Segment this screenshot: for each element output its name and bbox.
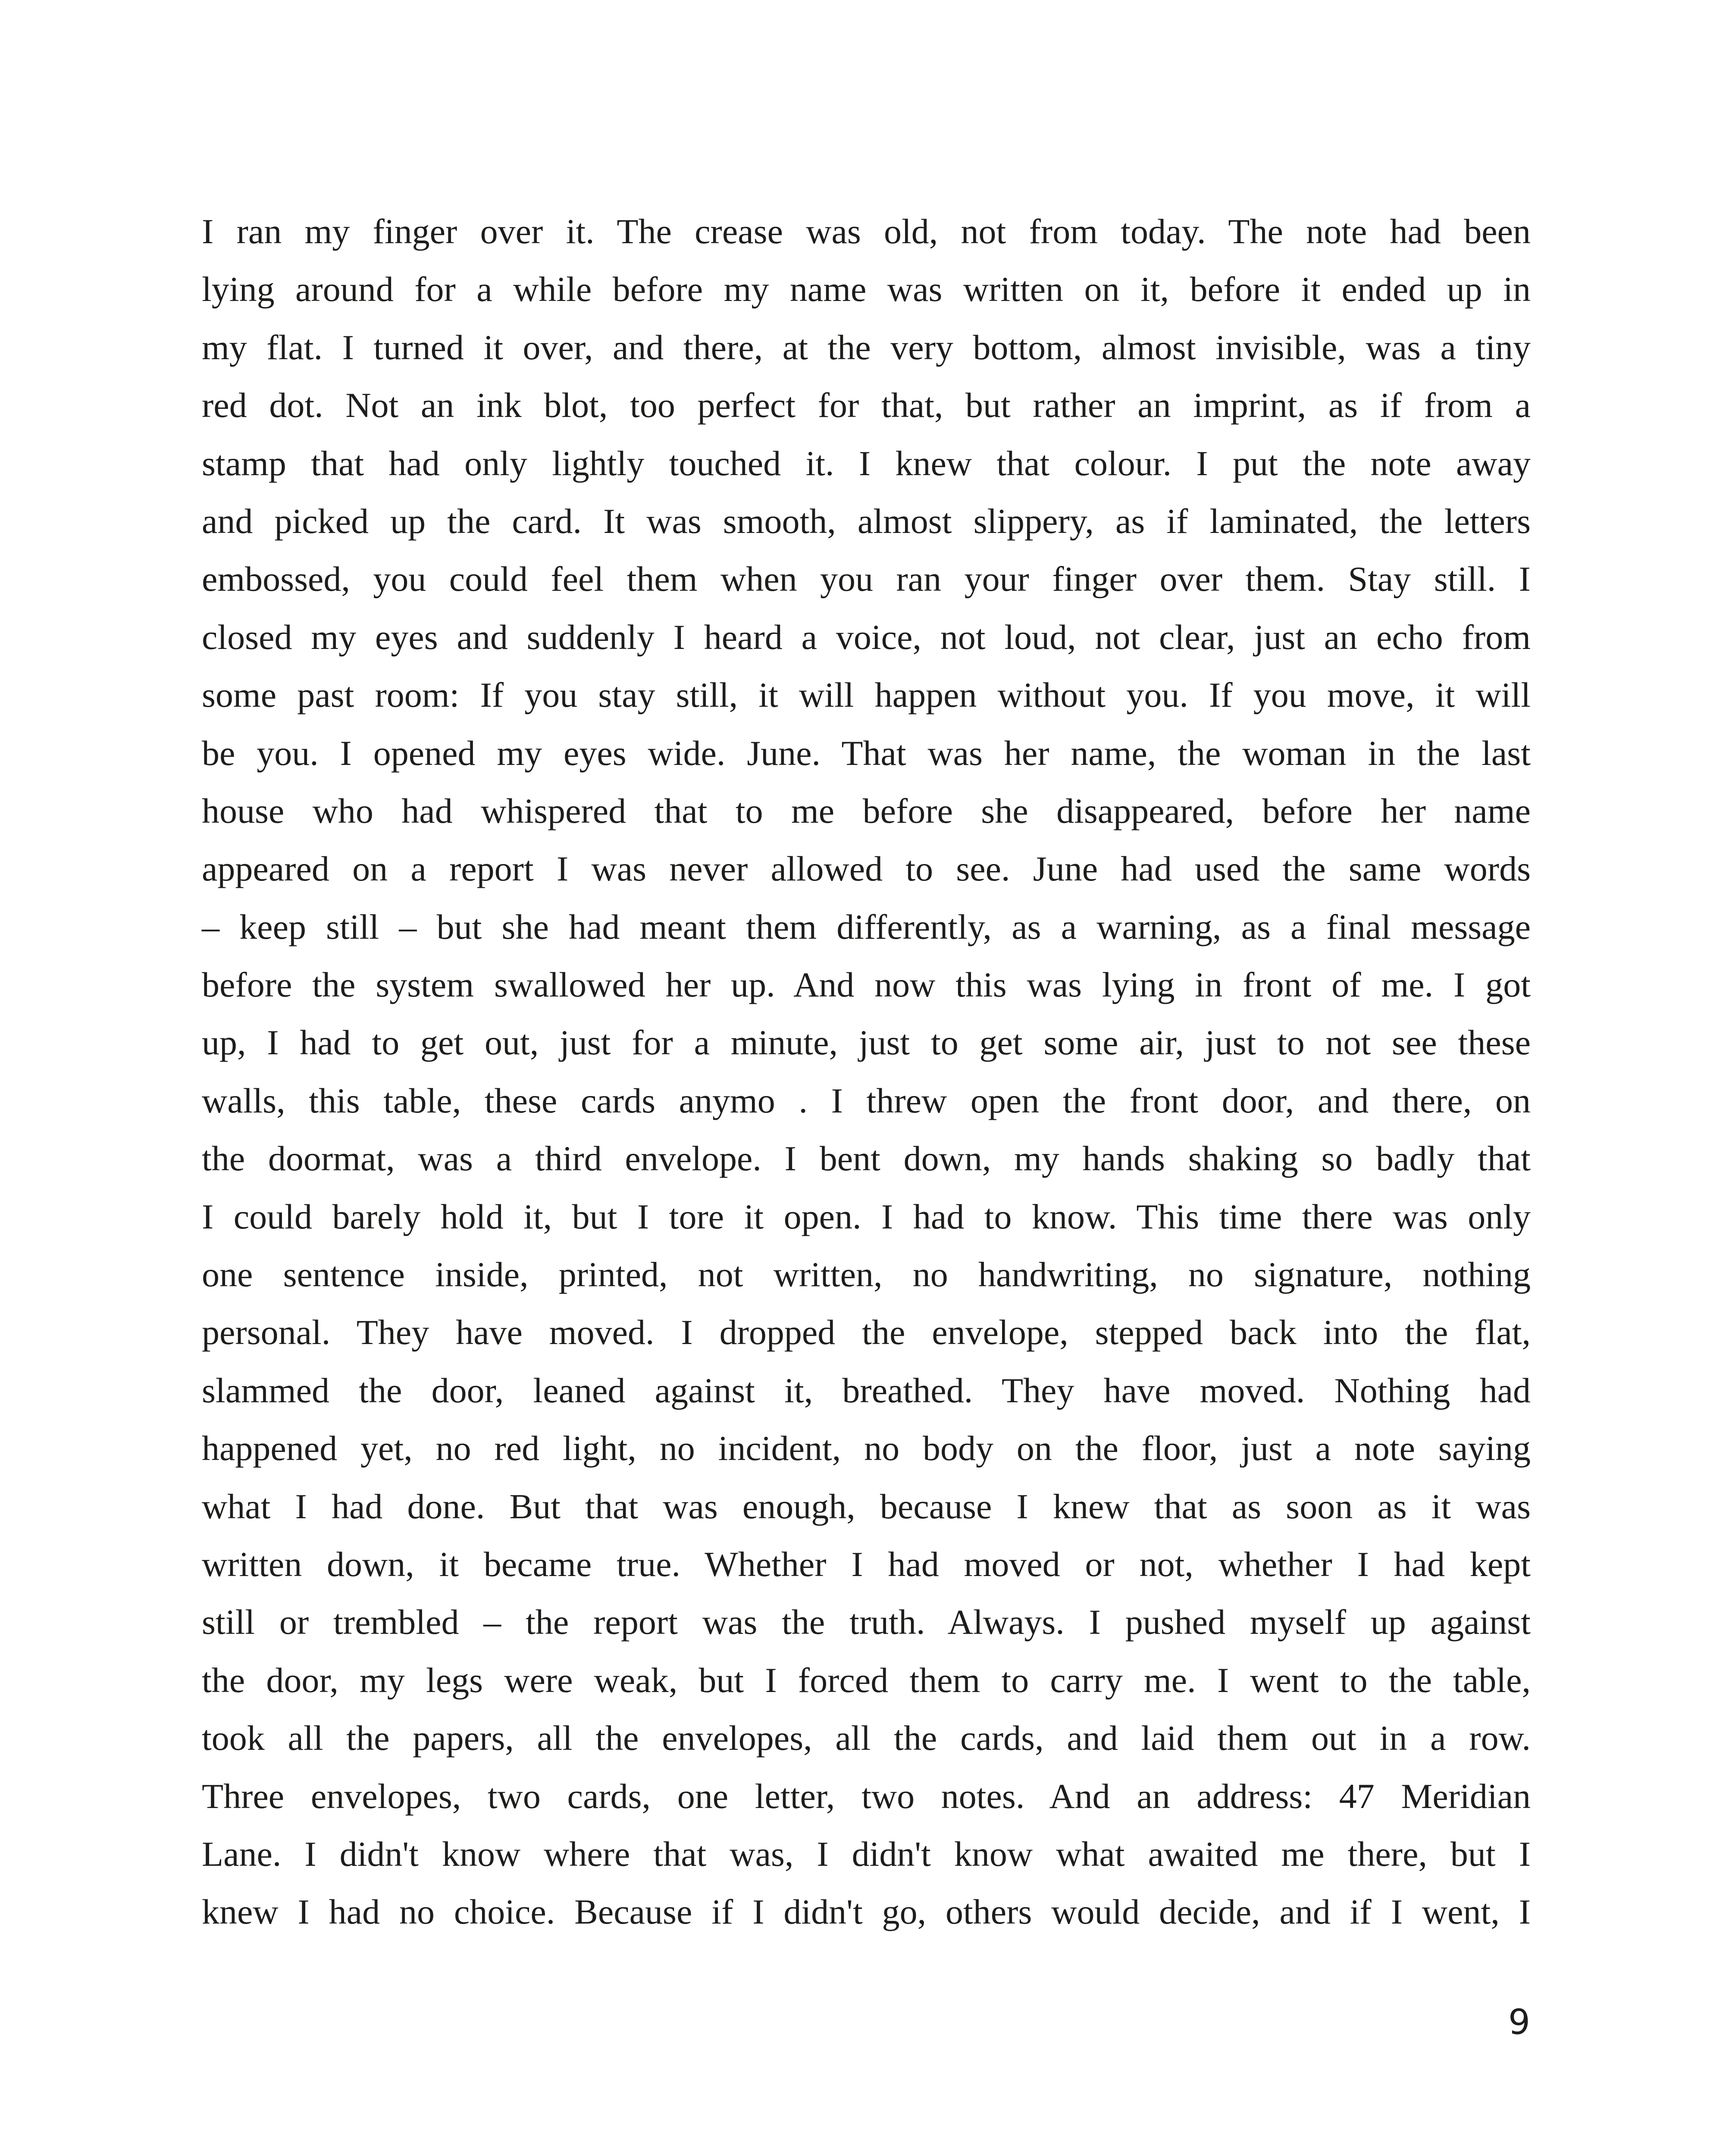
text-line: up, I had to get out, just for a minute, just to get some air, just to not see these — [202, 1023, 1531, 1062]
text-line: be you. I opened my eyes wide. June. That was her name, the woman in the last — [202, 733, 1531, 773]
text-line: Lane. I didn't know where that was, I didn't know what awaited me there, but I — [202, 1834, 1531, 1874]
text-line: house who had whispered that to me before she disappeared, before her name — [202, 791, 1531, 830]
body-text — [202, 203, 1531, 1941]
text-line: knew I had no choice. Because if I didn't go, others would decide, and if I went, I — [202, 1892, 1531, 1932]
page-number: 9 — [1508, 2002, 1530, 2042]
text-line: I ran my finger over it. The crease was old, not from today. The note had been — [202, 212, 1531, 251]
text-line: took all the papers, all the envelopes, all the cards, and laid them out in a row. — [202, 1718, 1531, 1758]
text-line: and picked up the card. It was smooth, almost slippery, as if laminated, the letters — [202, 501, 1531, 541]
text-line: I could barely hold it, but I tore it open. I had to know. This time there was only — [202, 1197, 1531, 1236]
text-line: red dot. Not an ink blot, too perfect for that, but rather an imprint, as if from a — [202, 385, 1531, 425]
text-line: one sentence inside, printed, not written, no handwriting, no signature, nothing — [202, 1255, 1531, 1294]
text-line: still or trembled – the report was the truth. Always. I pushed myself up against — [202, 1602, 1531, 1642]
text-line: my flat. I turned it over, and there, at the very bottom, almost invisible, was a tiny — [202, 327, 1531, 367]
text-line: Three envelopes, two cards, one letter, two notes. And an address: 47 Meridian — [202, 1776, 1531, 1816]
text-line: stamp that had only lightly touched it. I knew that colour. I put the note away — [202, 443, 1531, 483]
text-line: the door, my legs were weak, but I forced them to carry me. I went to the table, — [202, 1660, 1531, 1700]
text-line: – keep still – but she had meant them differently, as a warning, as a final message — [202, 907, 1531, 946]
text-line: personal. They have moved. I dropped the envelope, stepped back into the flat, — [202, 1313, 1531, 1352]
text-line: happened yet, no red light, no incident, no body on the floor, just a note saying — [202, 1429, 1531, 1468]
text-line: written down, it became true. Whether I had moved or not, whether I had kept — [202, 1544, 1531, 1584]
text-line: lying around for a while before my name was written on it, before it ended up in — [202, 270, 1531, 309]
text-line: before the system swallowed her up. And now this was lying in front of me. I got — [202, 965, 1531, 1005]
text-line: walls, this table, these cards anymo . I threw open the front door, and there, on — [202, 1081, 1531, 1120]
text-line: the doormat, was a third envelope. I bent down, my hands shaking so badly that — [202, 1139, 1531, 1178]
text-line: appeared on a report I was never allowed to see. June had used the same words — [202, 849, 1531, 889]
text-line: slammed the door, leaned against it, breathed. They have moved. Nothing had — [202, 1370, 1531, 1410]
text-line: closed my eyes and suddenly I heard a voice, not loud, not clear, just an echo from — [202, 617, 1531, 657]
text-line: embossed, you could feel them when you ran your finger over them. Stay still. I — [202, 559, 1531, 599]
text-line: what I had done. But that was enough, because I knew that as soon as it was — [202, 1486, 1531, 1526]
text-line: some past room: If you stay still, it will happen without you. If you move, it will — [202, 675, 1531, 715]
